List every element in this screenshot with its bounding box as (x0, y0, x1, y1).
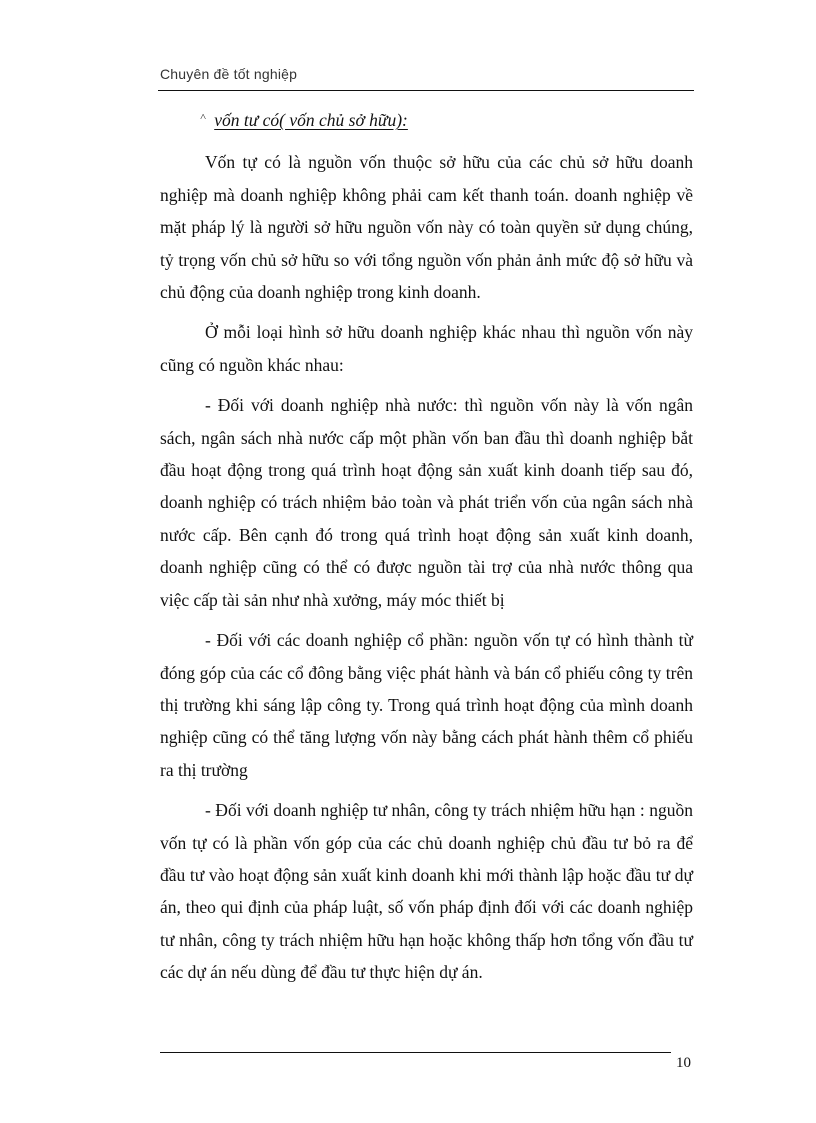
page-content (160, 104, 693, 997)
section-heading-text: vốn tư có( vốn chủ sở hữu): (214, 110, 408, 130)
paragraph: - Đối với doanh nghiệp nhà nước: thì nguồn vốn này là vốn ngân sách, ngân sách nhà nước cấp một phần vốn ban đầu thì doanh nghiệp bắt đầu hoạt động trong quá trình hoạt động sản xuất kinh doanh tiếp sau đó, doanh nghiệp có trách nhiệm bảo toàn và phát triển vốn của ngân sách nhà nước cấp. Bên cạnh đó trong quá trình hoạt động sản xuất kinh doanh, doanh nghiệp cũng có thể có được nguồn tài trợ của nhà nước thông qua việc cấp tài sản như nhà xưởng, máy móc thiết bị (160, 395, 693, 610)
footer-divider (160, 1052, 671, 1053)
page-number: 10 (676, 1055, 691, 1071)
paragraph: Ở mỗi loại hình sở hữu doanh nghiệp khác nhau thì nguồn vốn này cũng có nguồn khác nhau: (160, 322, 693, 375)
page-header (158, 62, 694, 91)
bullet-triangle-icon: ˄ (200, 110, 207, 123)
paragraph: Vốn tự có là nguồn vốn thuộc sở hữu của các chủ sở hữu doanh nghiệp mà doanh nghiệp không phải cam kết thanh toán. doanh nghiệp về mặt pháp lý là người sở hữu nguồn vốn này có toàn quyền sử dụng chúng, tỷ trọng vốn chủ sở hữu so với tổng nguồn vốn phản ảnh mức độ sở hữu và chủ động của doanh nghiệp trong kinh doanh. (160, 152, 693, 303)
paragraph: - Đối với doanh nghiệp tư nhân, công ty trách nhiệm hữu hạn : nguồn vốn tự có là phần vốn góp của các chủ doanh nghiệp chủ đầu tư bỏ ra để đầu tư vào hoạt động sản xuất kinh doanh khi mới thành lập hoặc đầu tư dự án, theo qui định của pháp luật, số vốn pháp định đối với các doanh nghiệp tư nhân, công ty trách nhiệm hữu hạn hoặc không thấp hơn tổng vốn đầu tư các dự án nếu dùng để đầu tư thực hiện dự án. (160, 800, 693, 983)
paragraph: - Đối với các doanh nghiệp cổ phần: nguồn vốn tự có hình thành từ đóng góp của các cổ đông bằng việc phát hành và bán cổ phiếu công ty trên thị trường khi sáng lập công ty. Trong quá trình hoạt động của mình doanh nghiệp cũng có thể tăng lượng vốn này bằng cách phát hành thêm cổ phiếu ra thị trường (160, 630, 693, 780)
header-title: Chuyên đề tốt nghiệp (160, 66, 298, 82)
section-heading (200, 104, 693, 136)
